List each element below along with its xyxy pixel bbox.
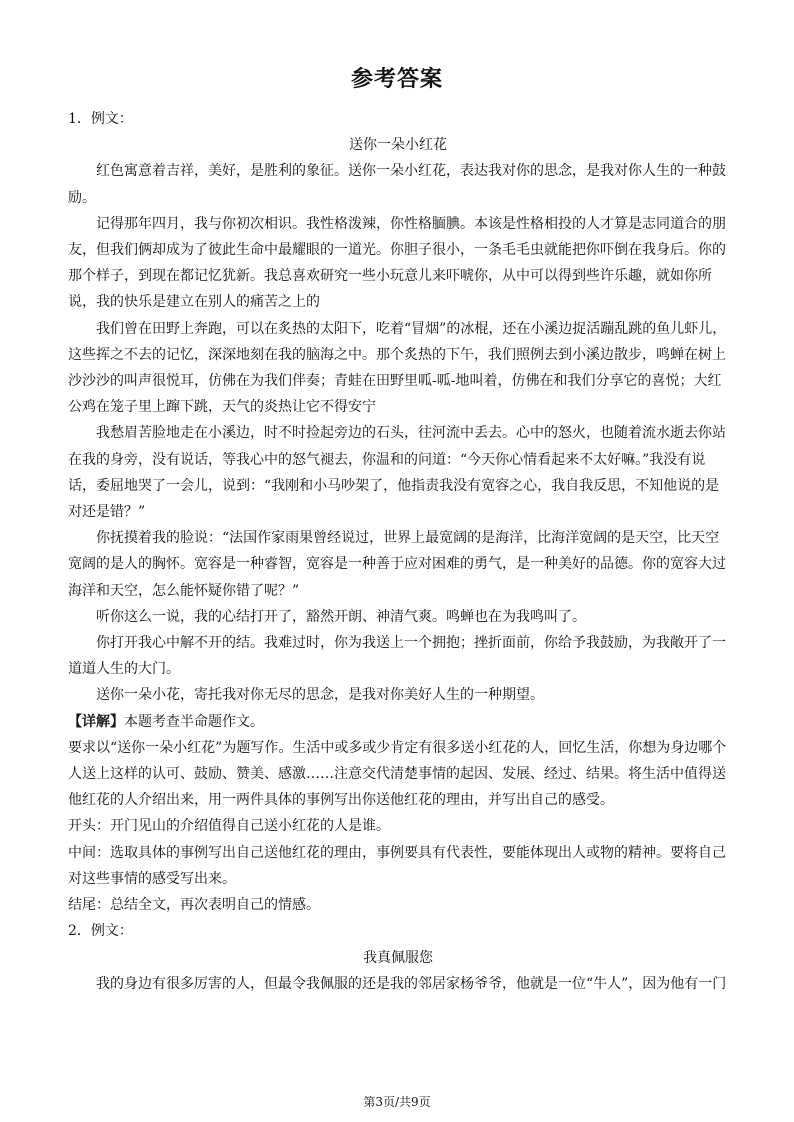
detail-line <box>68 709 728 735</box>
detail-text: 本题考查半命题作文。 <box>124 713 264 730</box>
essay-1-paragraph: 红色寓意着吉祥，美好，是胜利的象征。送你一朵小红花，表达我对你的思念，是我对你人生的一种鼓励。 <box>68 163 726 206</box>
answer-content <box>68 106 728 997</box>
essay-1-paragraph: 你打开我心中解不开的结。我难过时，你为我送上一个拥抱；挫折面前，你给予我鼓励，为我敞开了一道道人生的大门。 <box>68 635 726 678</box>
analysis-ending: 结尾：总结全文，再次表明自己的情感。 <box>68 897 320 914</box>
analysis-middle: 中间：选取具体的事例写出自己送他红花的理由，事例要具有代表性，要能体现出人或物的精神。要将自己对这些事情的感受写出来。 <box>68 844 726 887</box>
essay-1-paragraph: 我们曾在田野上奔跑，可以在炙热的太阳下，吃着“冒烟”的冰棍，还在小溪边捉活蹦乱跳的鱼儿虾儿，这些挥之不去的记忆，深深地刻在我的脑海之中。那个炙热的下午，我们照例去到小溪边散步，鸣蝉在树上沙沙沙的叫声很悦耳，仿佛在为我们伴奏；青蛙在田野里呱-呱-地叫着，仿佛在和我们分享它的喜悦；大红公鸡在笼子里上蹿下跳，天气的炎热让它不得安宁 <box>68 320 727 416</box>
essay-2-title: 我真佩服您 <box>363 949 433 966</box>
page-title: 参考答案 <box>350 67 443 92</box>
essay-1-paragraph: 送你一朵小花，寄托我对你无尽的思念，是我对你美好人生的一种期望。 <box>96 687 544 704</box>
analysis-paragraph: 要求以“送你一朵小红花”为题写作。生活中或多或少肯定有很多送小红花的人，回忆生活，你想为身边哪个人送上这样的认可、鼓励、赞美、感激……注意交代清楚事情的起因、发展、经过、结果。将生活中值得送他红花的人介绍出来，用一两件具体的事例写出你送他红花的理由，并写出自己的感受。 <box>68 739 727 809</box>
essay-1-title: 送你一朵小红花 <box>349 137 447 154</box>
essay-1-paragraph: 记得那年四月，我与你初次相识。我性格泼辣，你性格腼腆。本该是性格相投的人才算是志同道合的朋友，但我们俩却成为了彼此生命中最耀眼的一道光。你胆子很小，一条毛毛虫就能把你吓倒在我身后。你的那个样子，到现在都记忆犹新。我总喜欢研究一些小玩意儿来吓唬你，从中可以得到些许乐趣，就如你所说，我的快乐是建立在别人的痛苦之上的 <box>68 215 726 311</box>
essay-1-paragraph: 听你这么一说，我的心结打开了，豁然开朗、神清气爽。鸣蝉也在为我鸣叫了。 <box>96 608 586 625</box>
essay-1-paragraph: 我愁眉苦脸地走在小溪边，时不时捡起旁边的石头，往河流中丢去。心中的怒火，也随着流水逝去你站在我的身旁，没有说话，等我心中的怒气褪去，你温和的问道：“今天你心情看起来不太好嘛。”我没有说话，委屈地哭了一会儿，说到：“我刚和小马吵架了，他指责我没有宽容之心，我自我反思，不知他说的是对还是错？” <box>68 425 726 521</box>
question-1-label: 1．例文： <box>68 111 133 127</box>
analysis-opening: 开头：开门见山的介绍值得自己送小红花的人是谁。 <box>68 818 390 835</box>
question-2-label: 2．例文： <box>68 923 133 940</box>
essay-2-paragraph: 我的身边有很多厉害的人，但最令我佩服的还是我的邻居家杨爷爷，他就是一位“牛人”，因为他有一门 <box>96 975 727 992</box>
detail-label: 【详解】 <box>68 713 124 730</box>
essay-1-paragraph: 你抚摸着我的脸说：“法国作家雨果曾经说过，世界上最宽阔的是海洋，比海洋宽阔的是天空，比天空宽阔的是人的胸怀。宽容是一种睿智，宽容是一种善于应对困难的勇气，是一种美好的品德。你的宽容大过海洋和天空，怎么能怀疑你错了呢？” <box>68 530 726 599</box>
page-footer: 第3页/共9页 <box>363 1095 431 1109</box>
